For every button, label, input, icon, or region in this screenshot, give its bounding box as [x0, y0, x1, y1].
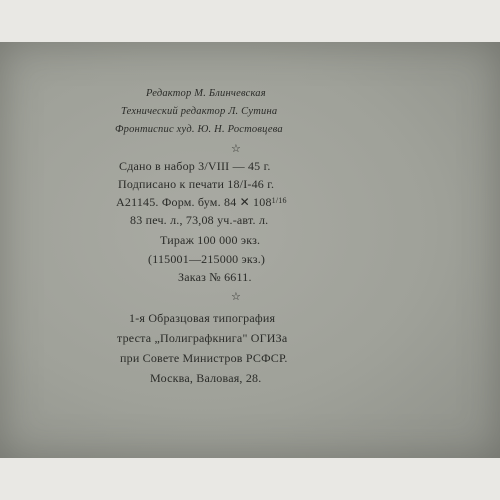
format-main: А21145. Форм. бум. 84 ✕ 108 — [116, 195, 272, 209]
printer-line-1: 1-я Образцовая типография — [129, 311, 276, 325]
submitted-line: Сдано в набор 3/VIII — 45 г. — [119, 159, 271, 173]
editor-line: Редактор М. Блинчевская — [146, 88, 266, 99]
signed-line: Подписано к печати 18/I-46 г. — [118, 177, 275, 191]
print-run-line: Тираж 100 000 экз. — [160, 233, 261, 247]
format-line — [116, 195, 287, 210]
sheets-line: 83 печ. л., 73,08 уч.-авт. л. — [130, 213, 269, 227]
book-page — [0, 42, 500, 458]
printer-line-3: при Совете Министров РСФСР. — [120, 351, 288, 365]
star-ornament-icon: ☆ — [231, 290, 241, 303]
order-line: Заказ № 6611. — [178, 270, 252, 284]
copies-range-line: (115001—215000 экз.) — [148, 252, 266, 266]
tech-editor-line: Технический редактор Л. Сутина — [121, 106, 278, 117]
frontispiece-line: Фронтиспис худ. Ю. Н. Ростовцева — [115, 124, 283, 135]
format-fraction: 1/16 — [271, 196, 287, 205]
star-ornament-icon: ☆ — [231, 142, 241, 155]
printer-line-2: треста „Полиграфкнига" ОГИЗа — [117, 331, 288, 345]
address-line: Москва, Валовая, 28. — [150, 371, 262, 385]
